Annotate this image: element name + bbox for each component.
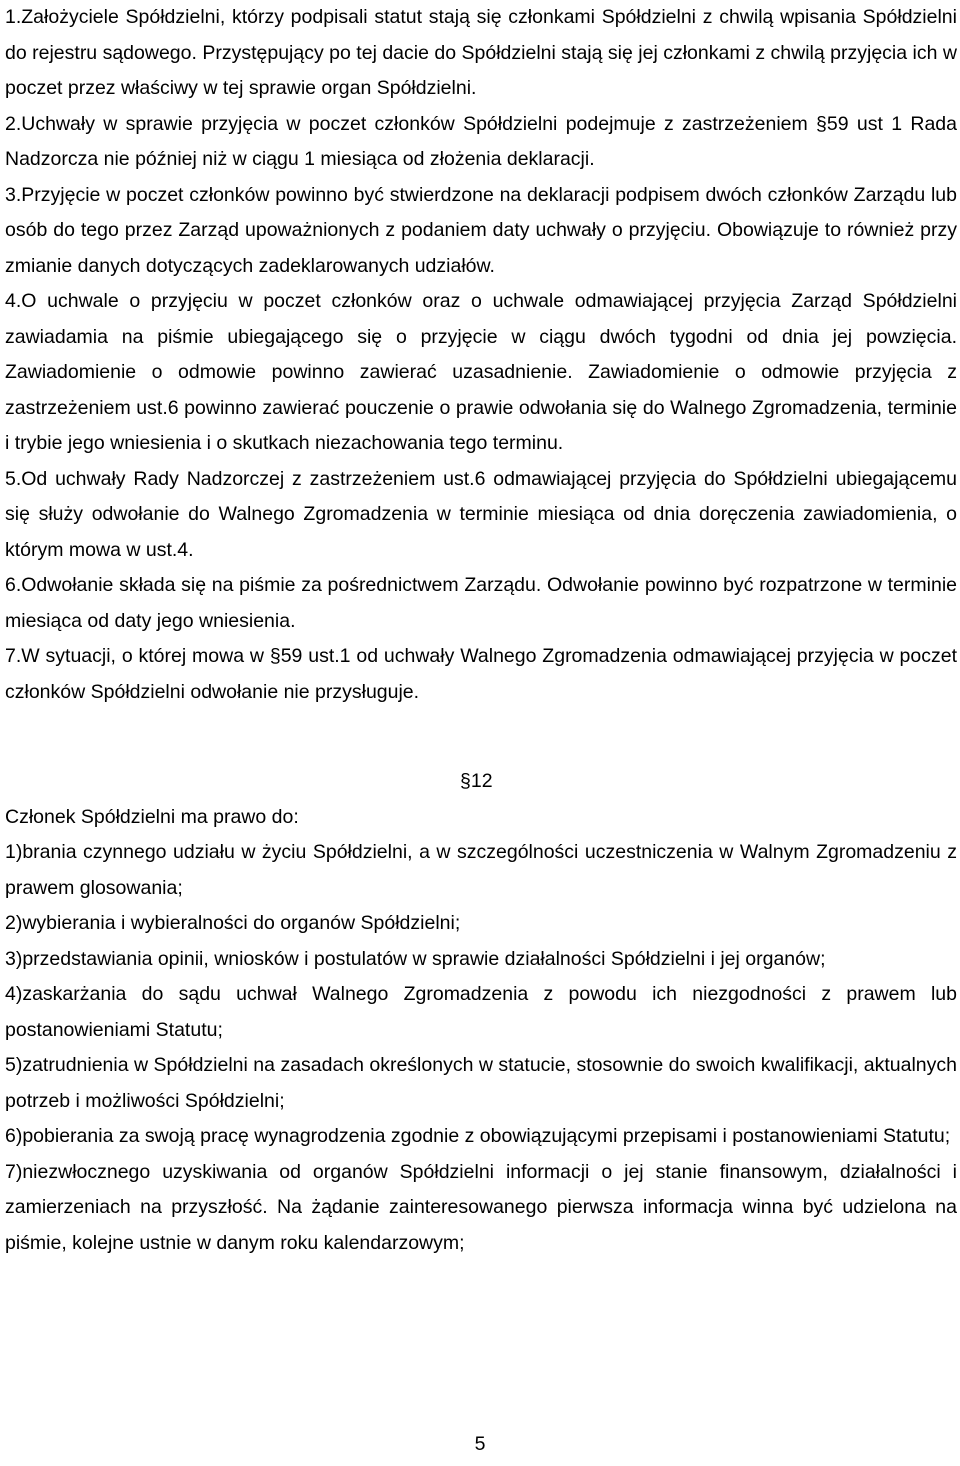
- right-item-3: 3)przedstawiania opinii, wniosków i postulatów w sprawie działalności Spółdzielni i jej organów;: [5, 947, 826, 970]
- right-item-4: 4)zaskarżania do sądu uchwał Walnego Zgromadzenia z powodu ich niezgodności z prawem lub postanowieniami Statutu;: [5, 983, 957, 1041]
- right-item-7: 7)niezwłocznego uzyskiwania od organów Spółdzielni informacji o jej stanie finansowym, działalności i zamierzeniach na przyszłość. Na żądanie zainteresowanego pierwsza informacja winna być udzielona na piśmie, kolejne ustnie w danym roku kalendarzowym;: [5, 1160, 957, 1254]
- paragraph-4: 4.O uchwale o przyjęciu w poczet członków oraz o uchwale odmawiającej przyjęcia Zarząd Spółdzielni zawiadamia na piśmie ubiegającego się o przyjęcie w ciągu dwóch tygodni od dnia jej powzięcia. Zawiadomienie o odmowie powinno zawierać uzasadnienie. Zawiadomienie o odmowie przyjęcia z zastrzeżeniem ust.6 powinno zawierać pouczenie o prawie odwołania się do Walnego Zgromadzenia, terminie i trybie jego wniesienia i o skutkach niezachowania tego terminu.: [5, 290, 957, 454]
- rights-intro: Członek Spółdzielni ma prawo do:: [5, 805, 299, 828]
- document-page: [5, 0, 957, 1261]
- section-spacer: [5, 710, 957, 764]
- paragraph-3: 3.Przyjęcie w poczet członków powinno być stwierdzone na deklaracji podpisem dwóch członków Zarządu lub osób do tego przez Zarząd upoważnionych z podaniem daty uchwały o przyjęciu. Obowiązuje to również przy zmianie danych dotyczących zadeklarowanych udziałów.: [5, 183, 957, 277]
- right-item-5: 5)zatrudnienia w Spółdzielni na zasadach określonych w statucie, stosownie do swoich kwalifikacji, aktualnych potrzeb i możliwości Spółdzielni;: [5, 1054, 957, 1112]
- member-rights-section: [5, 764, 957, 1261]
- membership-admission-section: [5, 0, 957, 710]
- paragraph-2: 2.Uchwały w sprawie przyjęcia w poczet członków Spółdzielni podejmuje z zastrzeżeniem §59 ust 1 Rada Nadzorcza nie później niż w ciągu 1 miesiąca od złożenia deklaracji.: [5, 112, 957, 170]
- paragraph-7: 7.W sytuacji, o której mowa w §59 ust.1 od uchwały Walnego Zgromadzenia odmawiającej przyjęcia w poczet członków Spółdzielni odwołanie nie przysługuje.: [5, 645, 957, 703]
- right-item-2: 2)wybierania i wybieralności do organów Spółdzielni;: [5, 912, 461, 934]
- section-heading: §12: [460, 770, 493, 792]
- right-item-1: 1)brania czynnego udziału w życiu Spółdzielni, a w szczególności uczestniczenia w Walnym Zgromadzeniu z prawem glosowania;: [5, 841, 957, 899]
- paragraph-5: 5.Od uchwały Rady Nadzorczej z zastrzeżeniem ust.6 odmawiającej przyjęcia do Spółdzielni ubiegającemu się służy odwołanie do Walnego Zgromadzenia w terminie miesiąca od dnia doręczenia zawiadomienia, o którym mowa w ust.4.: [5, 467, 957, 561]
- right-item-6: 6)pobierania za swoją pracę wynagrodzenia zgodnie z obowiązującymi przepisami i postanowieniami Statutu;: [5, 1125, 951, 1147]
- paragraph-1: 1.Założyciele Spółdzielni, którzy podpisali statut stają się członkami Spółdzielni z chwilą wpisania Spółdzielni do rejestru sądowego. Przystępujący po tej dacie do Spółdzielni stają się jej członkami z chwilą przyjęcia ich w poczet przez właściwy w tej sprawie organ Spółdzielni.: [5, 6, 957, 99]
- paragraph-6: 6.Odwołanie składa się na piśmie za pośrednictwem Zarządu. Odwołanie powinno być rozpatrzone w terminie miesiąca od daty jego wniesienia.: [5, 574, 957, 632]
- page-number: 5: [474, 1433, 486, 1455]
